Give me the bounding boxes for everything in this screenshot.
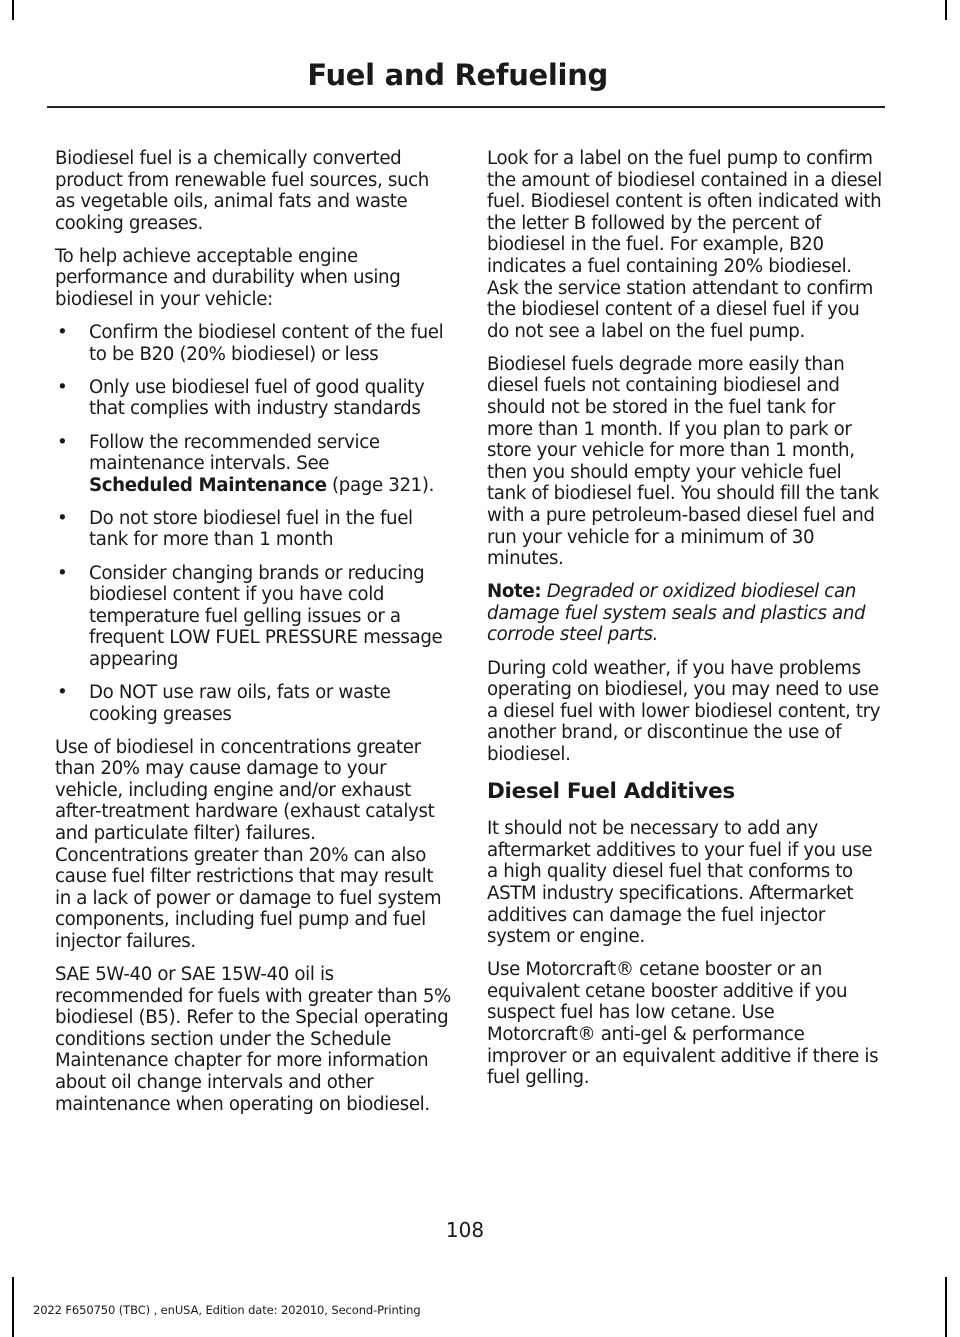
- right-column: [487, 148, 883, 1100]
- link-page-ref: (page 321).: [332, 474, 435, 496]
- list-item: • Do not store biodiesel fuel in the fuel tank for more than 1 month: [57, 507, 413, 551]
- list-item: • Follow the recommended service maintenance intervals. See Scheduled Maintenance (page 321).: [57, 431, 435, 496]
- note-paragraph: [487, 581, 883, 646]
- page-number: 108: [445, 1218, 485, 1242]
- header-divider: [47, 106, 885, 108]
- usage-intro-paragraph: To help achieve acceptable engine performance and durability when using biodiesel in your vehicle:: [55, 245, 401, 311]
- list-item: • Consider changing brands or reducing biodiesel content if you have cold temperature fuel gelling issues or a frequent LOW FUEL PRESSURE message appearing: [57, 562, 443, 670]
- page-title: Fuel and Refueling: [307, 58, 608, 92]
- concentration-warning-paragraph: Use of biodiesel in concentrations greater than 20% may cause damage to your vehicle, including engine and/or exhaust after-treatment hardware (exhaust catalyst and particulate filter) failures. Concentrations greater than 20% can also cause fuel filter restrictions that may result in a lack of power or damage to fuel system components, including fuel pump and fuel injector failures.: [55, 736, 442, 952]
- list-item: • Confirm the biodiesel content of the fuel to be B20 (20% biodiesel) or less: [57, 322, 444, 365]
- bullet-icon: •: [57, 322, 68, 344]
- intro-paragraph: Biodiesel fuel is a chemically converted product from renewable fuel sources, such as vegetable oils, animal fats and waste cooking greases.: [55, 148, 429, 234]
- oil-recommendation-paragraph: SAE 5W-40 or SAE 15W-40 oil is recommended for fuels with greater than 5% biodiesel (B5). Refer to the Special operating conditions section under the Schedule Maintenance chapter for more information about oil change intervals and other maintenance when operating on biodiesel.: [55, 964, 451, 1115]
- bullet-icon: •: [57, 681, 68, 703]
- bullet-icon: •: [57, 431, 68, 453]
- storage-paragraph: Biodiesel fuels degrade more easily than diesel fuels not containing biodiesel and should not be stored in the fuel tank for more than 1 month. If you plan to park or store your vehicle for more than 1 month, then you should empty your vehicle fuel tank of biodiesel fuel. You should fill the tank with a pure petroleum-based diesel fuel and run your vehicle for a minimum of 30 minutes.: [487, 353, 879, 570]
- section-heading: Diesel Fuel Additives: [487, 778, 735, 804]
- bullet-icon: •: [57, 376, 68, 398]
- bullet-icon: •: [57, 562, 68, 584]
- cold-weather-paragraph: During cold weather, if you have problems operating on biodiesel, you may need to use a diesel fuel with lower biodiesel content, try another brand, or discontinue the use of biodiesel.: [487, 657, 881, 765]
- label-paragraph: Look for a label on the fuel pump to confirm the amount of biodiesel contained in a diesel fuel. Biodiesel content is often indicated with the letter B followed by the percent of biodiesel in the fuel. For example, B20 indicates a fuel containing 20% biodiesel. Ask the service station attendant to confirm the biodiesel content of a diesel fuel if you do not see a label on the fuel pump.: [487, 148, 882, 342]
- crop-mark-top-right: [945, 0, 947, 20]
- crop-mark-bottom-left: [12, 1277, 14, 1337]
- footer-edition-info: 2022 F650750 (TBC) , enUSA, Edition date: 202010, Second-Printing: [33, 1303, 421, 1317]
- crop-mark-top-left: [12, 0, 14, 20]
- scheduled-maintenance-link[interactable]: Scheduled Maintenance: [89, 474, 327, 496]
- crop-mark-bottom-right: [945, 1277, 947, 1337]
- note-label: Note:: [487, 581, 542, 603]
- left-column: [55, 148, 451, 1127]
- list-item: • Only use biodiesel fuel of good quality that complies with industry standards: [57, 376, 425, 420]
- list-item: • Do NOT use raw oils, fats or waste cooking greases: [57, 681, 391, 725]
- biodiesel-guidelines-list: [55, 322, 451, 725]
- note-text: Degraded or oxidized biodiesel can damage fuel system seals and plastics and corrode steel parts.: [487, 581, 866, 646]
- cetane-paragraph: Use Motorcraft® cetane booster or an equivalent cetane booster additive if you suspect fuel has low cetane. Use Motorcraft® anti-gel & performance improver or an equivalent additive if there is fuel gelling.: [487, 959, 879, 1089]
- bullet-icon: •: [57, 507, 68, 529]
- additives-paragraph: It should not be necessary to add any aftermarket additives to your fuel if you use a high quality diesel fuel that conforms to ASTM industry specifications. Aftermarket additives can damage the fuel injector system or engine.: [487, 818, 873, 948]
